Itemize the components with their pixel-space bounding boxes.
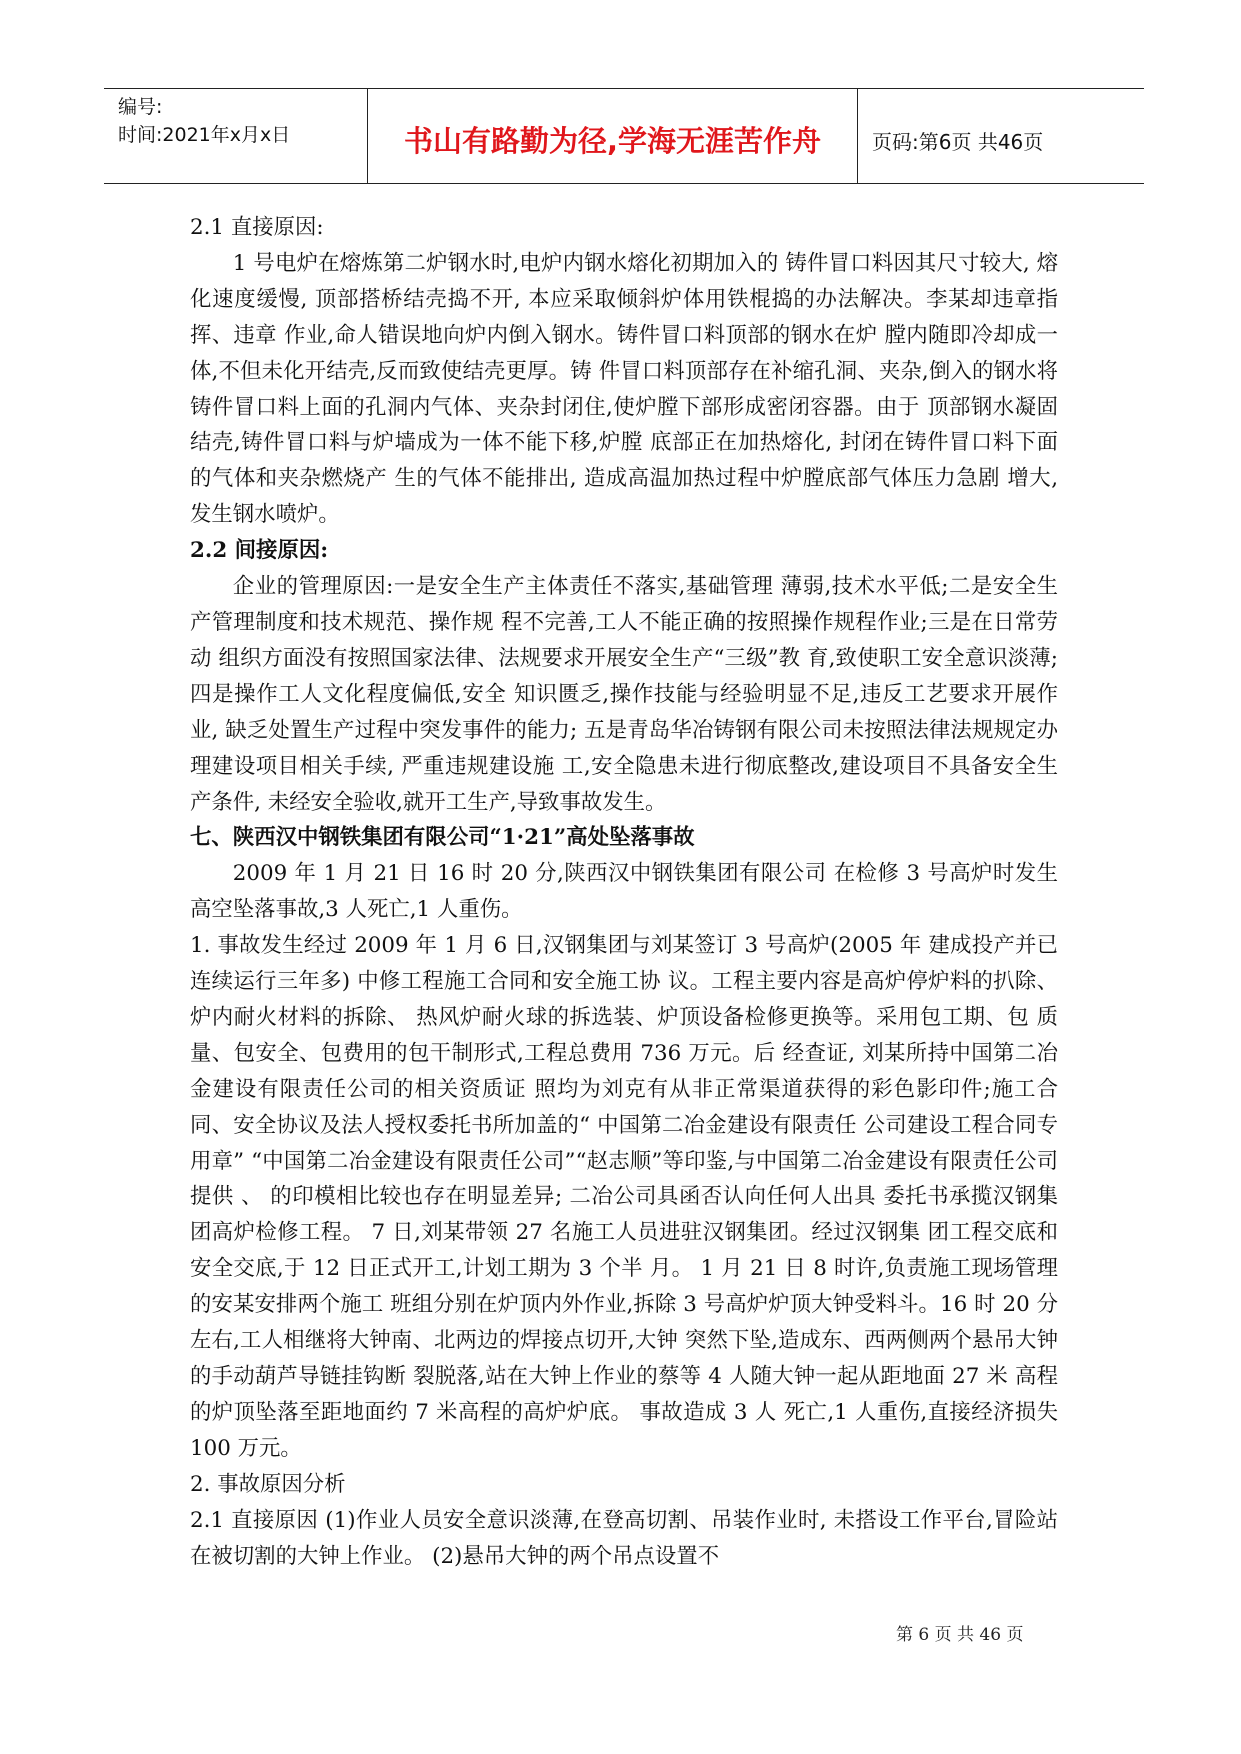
header-meta — [104, 89, 368, 183]
chapter-heading-accident-7: 七、陕西汉中钢铁集团有限公司“1·21”高处坠落事故 — [190, 825, 695, 851]
paragraph-indirect-cause: 企业的管理原因:一是安全生产主体责任不落实,基础管理 薄弱,技术水平低;二是安全生产管理制度和技术规范、操作规 程不完善,工人不能正确的按照操作规程作业;三是在日常劳动 组织方面没有按照国家法律、法规要求开展安全生产“三级”教 育,致使职工安全意识淡薄;四是操作工人文化程度偏低,安全 知识匮乏,操作技能与经验明显不足,违反工艺要求开展作业, 缺乏处置生产过程中突发事件的能力; 五是青岛华冶铸钢有限公司未按照法律法规规定办理建设项目相关手续, 严重违规建设施 工,安全隐患未进行彻底整改,建设项目不具备安全生产条件, 未经安全验收,就开工生产,导致事故发生。 — [190, 574, 1058, 815]
header-slogan: 书山有路勤为径,学海无涯苦作舟 — [368, 89, 858, 183]
page-footer: 第 6 页 共 46 页 — [896, 1625, 1024, 1645]
paragraph-accident-summary: 2009 年 1 月 21 日 16 时 20 分,陕西汉中钢铁集团有限公司 在检修 3 号高炉时发生高空坠落事故,3 人死亡,1 人重伤。 — [190, 861, 1058, 923]
section-heading-direct-cause: 2.1 直接原因: — [190, 215, 324, 240]
document-number-label: 编号: — [118, 96, 163, 118]
section-heading-cause-analysis: 2. 事故原因分析 — [190, 1471, 346, 1497]
paragraph-accident-process: 1. 事故发生经过 2009 年 1 月 6 日,汉钢集团与刘某签订 3 号高炉(2005 年 建成投产并已连续运行三年多) 中修工程施工合同和安全施工协 议。工程主要内容是高炉停炉料的扒除、炉内耐火材料的拆除、 热风炉耐火球的拆选装、炉顶设备检修更换等。采用包工期、包 质量、包安全、包费用的包干制形式,工程总费用 736 万元。后 经查证, 刘某所持中国第二冶金建设有限责任公司的相关资质证 照均为刘克有从非正常渠道获得的彩色影印件;施工合同、安全协议及法人授权委托书所加盖的“ 中国第二冶金建设有限责任 公司建设工程合同专用章” “中国第二冶金建设有限责任公司”“赵志顺”等印鉴,与中国第二冶金建设有限责任公司提供 、 的印模相比较也存在明显差异; 二冶公司具函否认向任何人出具 委托书承揽汉钢集团高炉检修工程。 7 日,刘某带领 27 名施工人员进驻汉钢集团。经过汉钢集 团工程交底和安全交底,于 12 日正式开工,计划工期为 3 个半 月。 1 月 21 日 8 时许,负责施工现场管理的安某安排两个施工 班组分别在炉顶内外作业,拆除 3 号高炉炉顶大钟受料斗。16 时 20 分左右,工人相继将大钟南、北两边的焊接点切开,大钟 突然下坠,造成东、西两侧两个悬吊大钟的手动葫芦导链挂钩断 裂脱落,站在大钟上作业的蔡等 4 人随大钟一起从距地面 27 米 高程的炉顶坠落至距地面约 7 米高程的高炉炉底。 事故造成 3 人 死亡,1 人重伤,直接经济损失 100 万元。 — [190, 933, 1058, 1461]
paragraph-direct-cause: 1 号电炉在熔炼第二炉钢水时,电炉内钢水熔化初期加入的 铸件冒口料因其尺寸较大, 熔化速度缓慢, 顶部搭桥结壳捣不开, 本应采取倾斜炉体用铁棍捣的办法解决。李某却违章指挥、违章 作业,命人错误地向炉内倒入钢水。铸件冒口料顶部的钢水在炉 膛内随即冷却成一体,不但未化开结壳,反而致使结壳更厚。铸 件冒口料顶部存在补缩孔洞、夹杂,倒入的钢水将铸件冒口料上面的孔洞内气体、夹杂封闭住,使炉膛下部形成密闭容器。由于 顶部钢水凝固结壳,铸件冒口料与炉墙成为一体不能下移,炉膛 底部正在加热熔化, 封闭在铸件冒口料下面的气体和夹杂燃烧产 生的气体不能排出, 造成高温加热过程中炉膛底部气体压力急剧 增大,发生钢水喷炉。 — [190, 250, 1058, 528]
page-header — [104, 88, 1144, 184]
document-time-label: 时间:2021年x月x日 — [118, 124, 291, 146]
paragraph-direct-cause-2: 2.1 直接原因 (1)作业人员安全意识淡薄,在登高切割、吊装作业时, 未搭设工作平台,冒险站在被切割的大钟上作业。 (2)悬吊大钟的两个吊点设置不 — [190, 1507, 1058, 1569]
document-body — [190, 210, 1058, 1574]
header-page-info: 页码:第6页 共46页 — [872, 129, 1044, 154]
section-heading-indirect-cause: 2.2 间接原因: — [190, 538, 329, 564]
